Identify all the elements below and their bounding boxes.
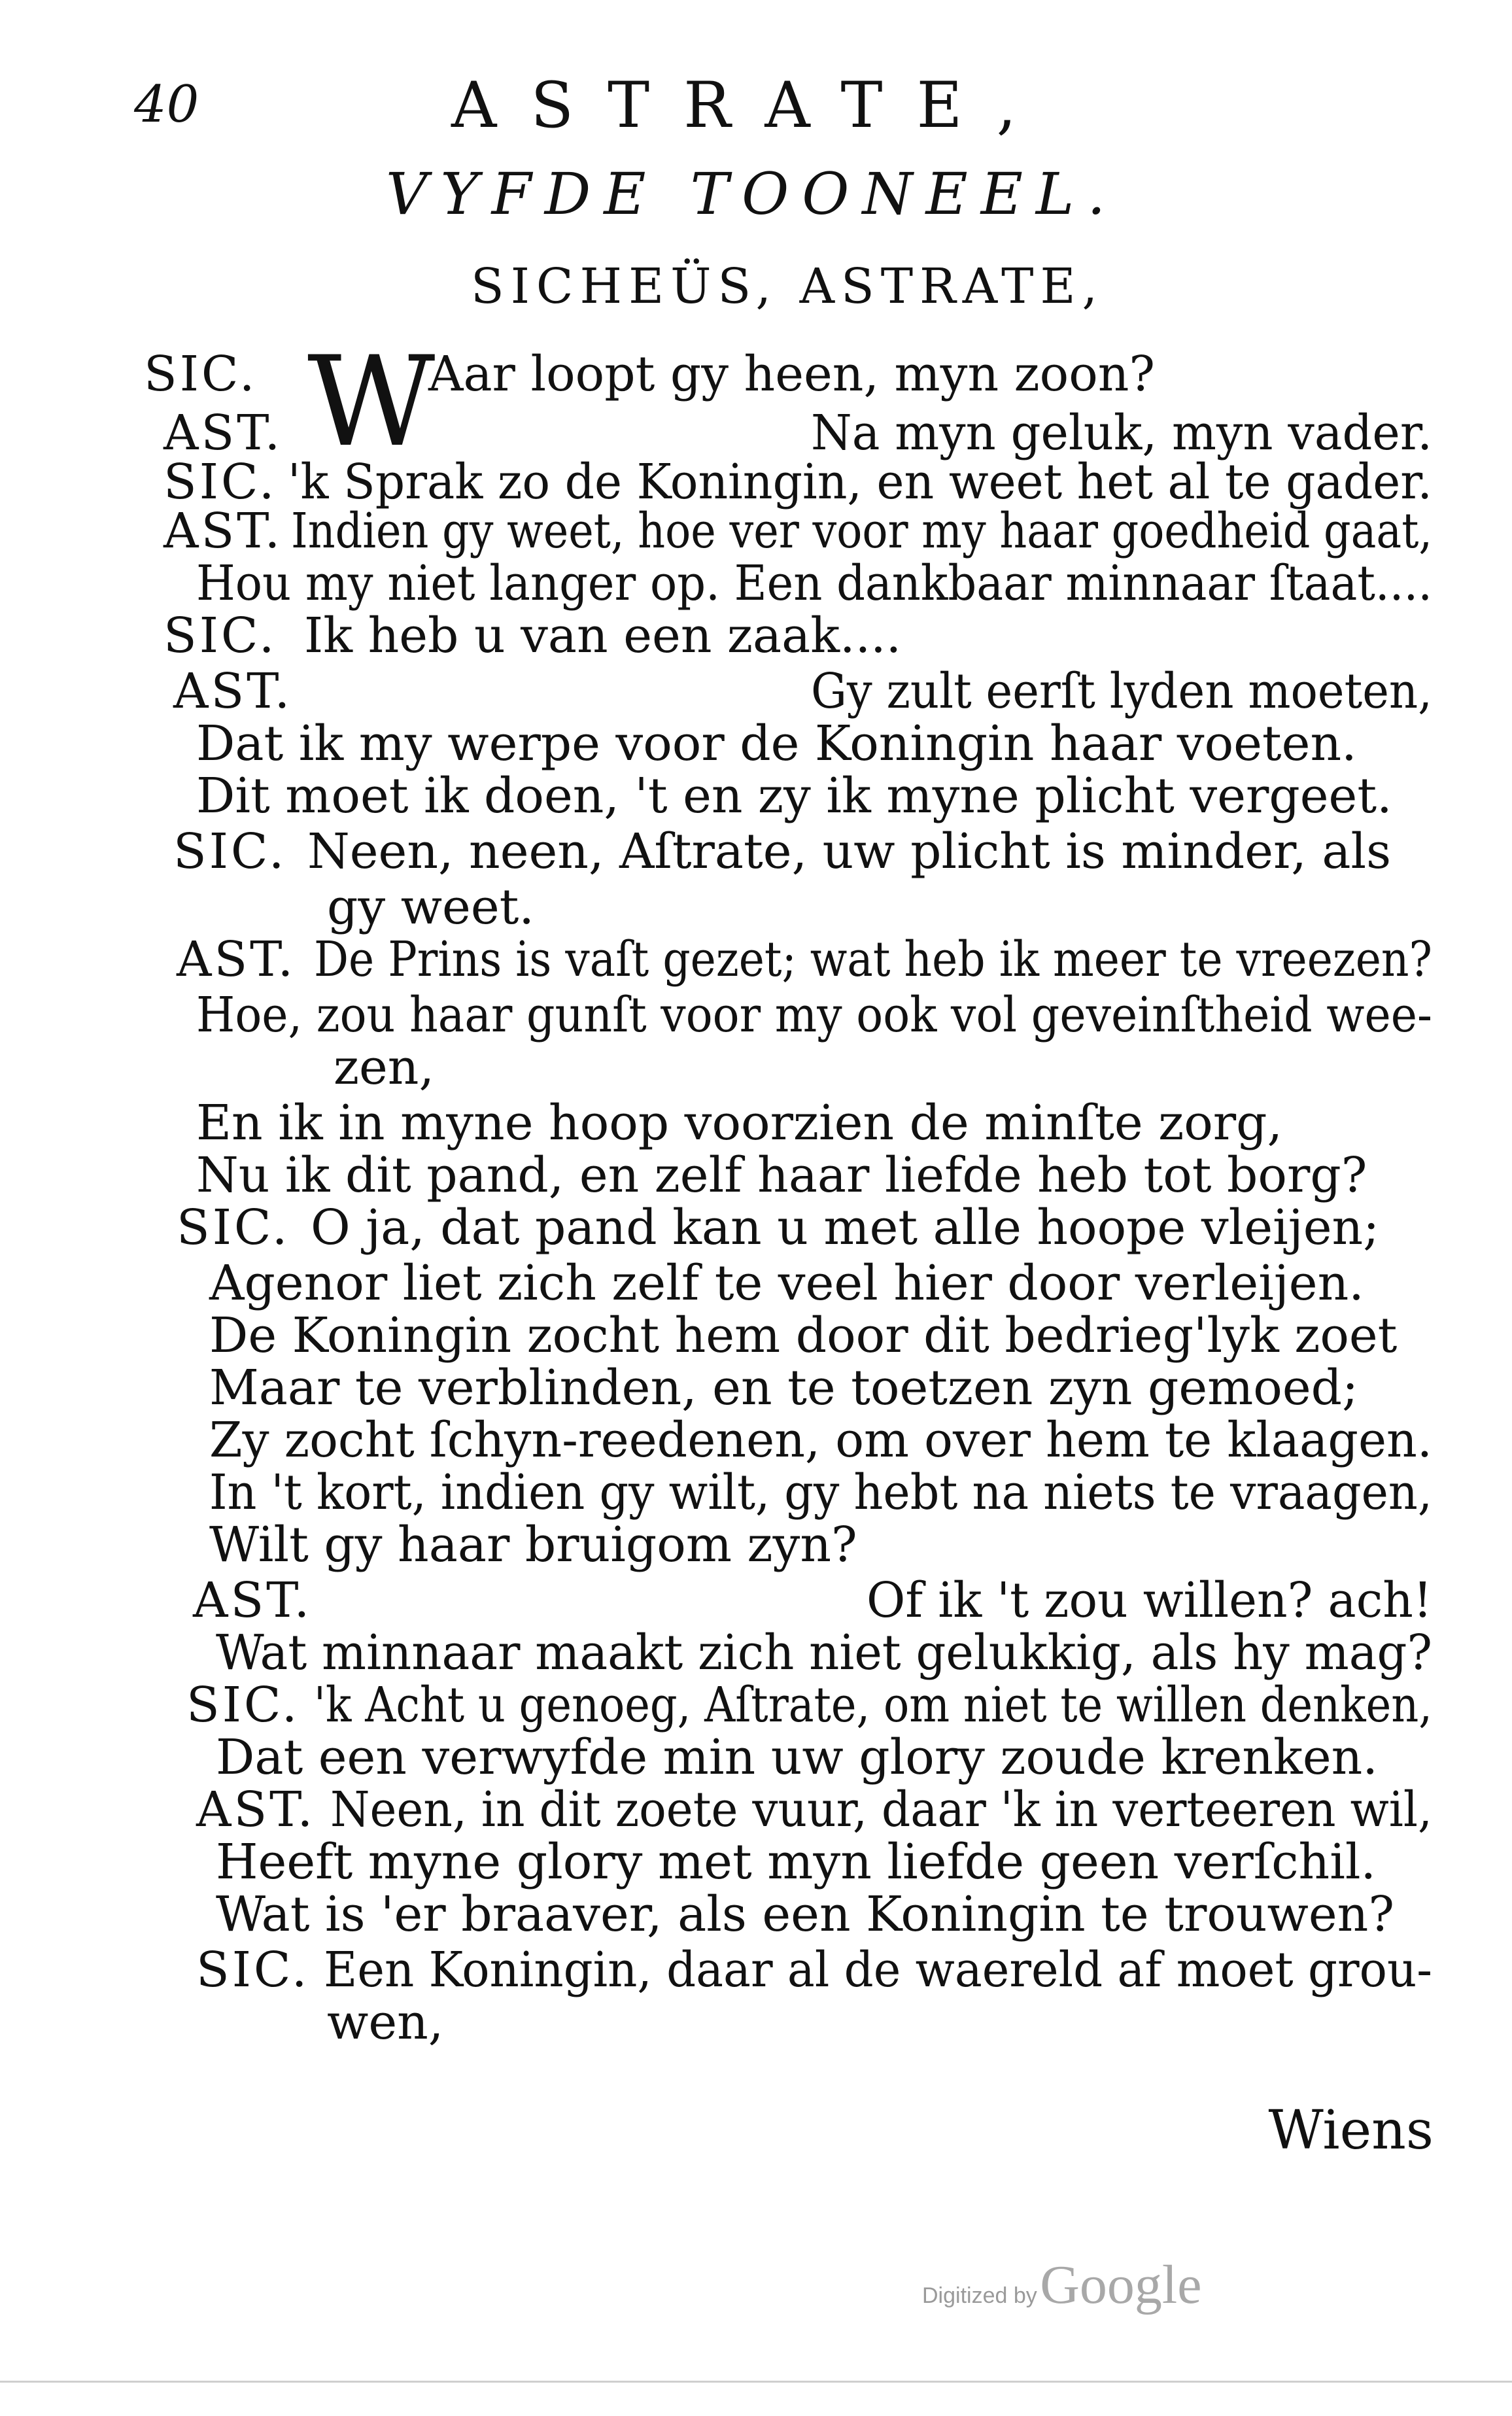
verse-line: Na myn geluk, myn vader. (811, 405, 1432, 461)
verse-line: Wat is 'er braaver, als een Koningin te trouwen? (216, 1886, 1395, 1942)
speaker-label: SIC. (144, 346, 258, 402)
speaker-label: AST. (163, 405, 283, 461)
scene-characters: SICHEÜS, ASTRATE, (471, 258, 1105, 315)
verse-line: Dat ik my werpe voor de Koningin haar voeten. (196, 716, 1357, 772)
verse-line: De Koningin zocht hem door dit bedrieg'lyk zoet (209, 1307, 1398, 1364)
verse-line: 'k Sprak zo de Koningin, en weet het al te gader. (288, 454, 1432, 510)
verse-line: Of ik 't zou willen? ach! (867, 1572, 1432, 1629)
speaker-label: SIC. (186, 1677, 300, 1733)
speaker-label: SIC. (173, 823, 287, 880)
verse-line: Hoe, zou haar gunſt voor my ook vol geveinſtheid wee- (196, 987, 1432, 1043)
google-logo: Google (1040, 2254, 1202, 2315)
verse-line: Dat een verwyfde min uw glory zoude krenken. (216, 1729, 1378, 1786)
verse-line: Wat minnaar maakt zich niet gelukkig, als hy mag? (216, 1625, 1432, 1681)
verse-line: In 't kort, indien gy wilt, gy hebt na niets te vraagen, (209, 1464, 1432, 1521)
catchword: Wiens (1268, 2099, 1434, 2162)
verse-line: Neen, in dit zoete vuur, daar 'k in verteeren wil, (330, 1782, 1432, 1838)
speaker-label: AST. (163, 503, 283, 559)
scene-title: VYFDE TOONEEL. (386, 160, 1119, 228)
page-number: 40 (134, 75, 199, 134)
verse-line: Wilt gy haar bruigom zyn? (209, 1517, 857, 1573)
verse-line: Hou my niet langer op. Een dankbaar minnaar ſtaat.... (196, 555, 1432, 612)
speaker-label: AST. (196, 1782, 316, 1838)
verse-line: Ik heb u van een zaak.... (304, 608, 902, 664)
running-head: ASTRATE, (451, 69, 1051, 142)
verse-line: Heeft myne glory met myn liefde geen verſchil. (216, 1834, 1377, 1890)
verse-line: En ik in myne hoop voorzien de minſte zorg, (196, 1095, 1283, 1151)
verse-line: De Prins is vaſt gezet; wat heb ik meer te vreezen? (314, 931, 1432, 988)
speaker-label: AST. (173, 663, 293, 719)
speaker-label: SIC. (177, 1199, 290, 1256)
verse-line: Een Koningin, daar al de waereld af moet grou- (324, 1942, 1432, 1998)
digitized-prefix: Digitized by (922, 2283, 1037, 2308)
verse-line: O ja, dat pand kan u met alle hoope vleijen; (311, 1199, 1380, 1256)
speaker-label: SIC. (163, 454, 277, 510)
verse-line: zen, (334, 1039, 434, 1096)
digitized-watermark (922, 2253, 1202, 2317)
verse-line: Zy zocht ſchyn-reedenen, om over hem te klaagen. (209, 1412, 1432, 1468)
verse-line: Gy zult eerſt lyden moeten, (811, 663, 1432, 719)
verse-line: wen, (327, 1994, 444, 2050)
verse-line: Dit moet ik doen, 't en zy ik myne plicht vergeet. (196, 768, 1392, 824)
verse-line: Nu ik dit pand, en zelf haar liefde heb tot borg? (196, 1147, 1367, 1203)
drop-cap: W (307, 330, 436, 474)
speaker-label: AST. (193, 1572, 313, 1629)
speaker-label: SIC. (163, 608, 277, 664)
verse-line: Agenor liet zich zelf te veel hier door verleijen. (209, 1255, 1364, 1311)
speaker-label: SIC. (196, 1942, 310, 1998)
verse-line: Maar te verblinden, en te toetzen zyn gemoed; (209, 1360, 1358, 1416)
bottom-rule (0, 2381, 1512, 2383)
verse-line: Aar loopt gy heen, myn zoon? (428, 346, 1156, 402)
speaker-label: AST. (177, 931, 296, 988)
verse-line: gy weet. (327, 879, 534, 935)
verse-line: Indien gy weet, hoe ver voor my haar goedheid gaat, (291, 503, 1432, 559)
verse-line: Neen, neen, Aſtrate, uw plicht is minder, als (307, 823, 1392, 880)
verse-line: 'k Acht u genoeg, Aſtrate, om niet te willen denken, (314, 1677, 1432, 1733)
